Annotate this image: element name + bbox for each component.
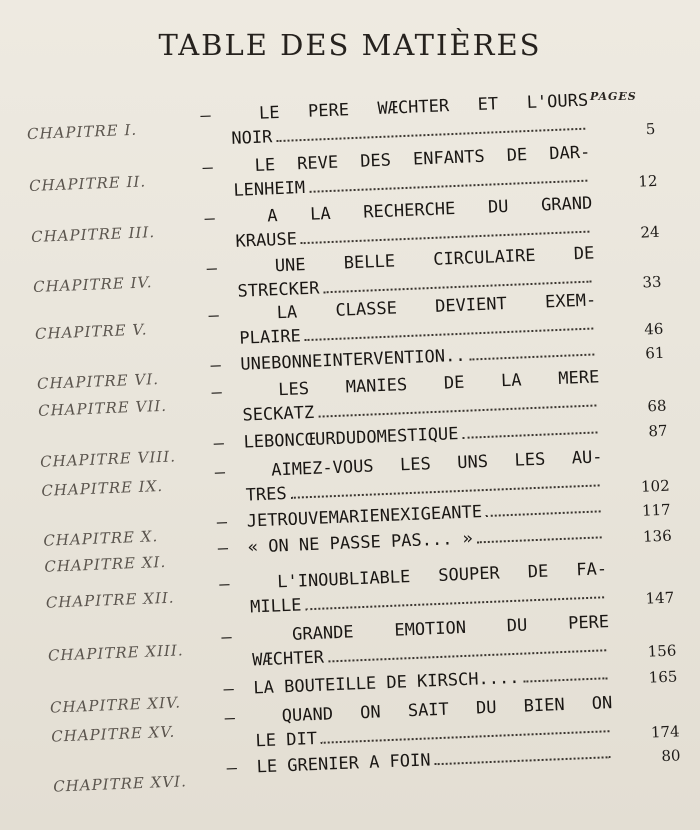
title-word: CIRCULAIRE — [432, 245, 536, 270]
page-number: 61 — [644, 343, 665, 363]
dot-leader — [318, 397, 596, 417]
title-word: TROUVE — [266, 508, 330, 531]
title-word: UNE — [274, 255, 306, 277]
title-word: WÆCHTER — [377, 96, 450, 120]
title-word: DES — [359, 150, 392, 172]
title-dash: — — [208, 305, 220, 326]
title-word: DE — [573, 243, 595, 265]
dot-leader — [486, 503, 601, 517]
title-word: MERE — [557, 367, 600, 389]
title-word: LE — [258, 102, 280, 124]
title-word: BELLE — [343, 251, 396, 274]
dot-leader — [462, 424, 597, 438]
title-word: SAIT — [407, 699, 450, 722]
title-word: AU- — [571, 447, 603, 469]
title-word: BIEN — [523, 695, 566, 717]
pages-column-label: PAGES — [590, 90, 637, 103]
title-word: LES — [514, 449, 546, 471]
page-title: TABLE DES MATIÈRES — [158, 28, 542, 62]
title-word: LA — [276, 302, 298, 324]
title-dash: — — [202, 157, 214, 179]
title-dash: — — [226, 758, 238, 779]
title-word: AIMEZ-VOUS — [270, 456, 374, 481]
page-number: 165 — [648, 667, 678, 687]
title-word: DE — [527, 561, 549, 583]
title-word: A — [266, 206, 278, 227]
chapter-number: CHAPITRE IX. — [41, 476, 164, 500]
title-word: LE — [254, 155, 276, 176]
title-word: MARIEN — [328, 505, 391, 529]
title-word: LA — [309, 203, 332, 225]
title-word: PERE — [567, 612, 610, 634]
title-word: DE — [506, 145, 528, 166]
title-word: NOIR — [231, 127, 273, 149]
title-word: JE — [246, 510, 268, 532]
title-word: GRAND — [540, 193, 593, 216]
dot-leader — [323, 274, 591, 294]
page-number: 156 — [647, 641, 677, 661]
title-word: CLASSE — [335, 298, 398, 321]
title-word: PERE — [307, 100, 350, 122]
dot-leader — [305, 321, 594, 342]
page-number: 102 — [640, 476, 671, 496]
chapter-number: CHAPITRE VII. — [37, 396, 168, 420]
page-number: 147 — [645, 588, 675, 608]
title-word: ON — [591, 693, 613, 714]
chapter-number: CHAPITRE XI. — [44, 552, 167, 576]
title-word: RECHERCHE — [362, 198, 456, 223]
dot-leader — [477, 529, 602, 543]
title-dash: — — [223, 679, 235, 700]
title-word: LE GRENIER A FOIN — [256, 750, 431, 778]
dot-leader — [469, 347, 594, 361]
title-word: DU — [487, 196, 509, 218]
title-word: DU — [506, 615, 528, 637]
chapter-number: CHAPITRE XVI. — [52, 772, 188, 796]
title-word: BONNE — [270, 351, 323, 374]
page-number: 87 — [648, 421, 668, 441]
page-number: 68 — [647, 396, 667, 416]
title-word: MILLE — [249, 595, 302, 618]
chapter-number: CHAPITRE II. — [28, 172, 147, 196]
title-dash: — — [218, 574, 230, 595]
title-word: EMOTION — [394, 617, 467, 641]
title-word: LA — [500, 370, 522, 392]
title-word: STRECKER — [237, 278, 320, 302]
title-dash: — — [224, 708, 236, 729]
title-word: .... — [478, 667, 520, 690]
title-word: EXEM- — [544, 290, 597, 313]
title-word: L'OURS — [526, 90, 589, 114]
page-number: 5 — [645, 119, 656, 139]
chapter-number: CHAPITRE XIV. — [49, 693, 182, 717]
title-dash: — — [217, 538, 229, 559]
toc-entry — [0, 87, 686, 149]
title-word: ENFANTS — [412, 146, 486, 170]
title-word: ET — [477, 94, 499, 115]
dot-leader — [309, 173, 587, 193]
page-number: 46 — [643, 319, 664, 339]
title-word: LES — [399, 454, 432, 476]
title-dash: — — [213, 433, 225, 454]
title-dash: — — [210, 355, 222, 376]
chapter-number: CHAPITRE V. — [34, 320, 148, 343]
title-word: LE DIT — [255, 728, 318, 752]
dot-leader — [328, 642, 606, 662]
chapter-number: CHAPITRE IV. — [32, 273, 153, 296]
title-word: DE — [443, 372, 465, 394]
title-word: DAR- — [548, 142, 591, 165]
title-dash: — — [214, 462, 226, 483]
title-word: DOMESTIQUE — [355, 424, 459, 449]
title-word: PLAIRE — [239, 326, 302, 349]
title-word: DU — [335, 428, 357, 449]
title-word: WÆCHTER — [251, 647, 325, 671]
title-word: CŒUR — [294, 428, 337, 451]
title-word: FA- — [575, 559, 608, 581]
title-dash: — — [211, 382, 223, 403]
page-number: 80 — [661, 746, 681, 766]
title-word: REVE — [296, 152, 339, 175]
title-word: TRES — [245, 483, 288, 506]
title-word: LA BOUTEILLE DE KIRSCH — [253, 669, 479, 699]
title-word: EXIGEANTE — [389, 502, 483, 526]
dot-leader — [321, 723, 610, 744]
title-word: SOUPER — [437, 563, 501, 586]
page-number: 174 — [650, 722, 680, 742]
title-word: .. — [444, 345, 466, 367]
dot-leader — [523, 670, 607, 682]
title-word: L'INOUBLIABLE — [276, 567, 411, 593]
chapter-number: CHAPITRE XIII. — [47, 641, 184, 665]
title-word: ON — [359, 702, 382, 724]
chapter-number: CHAPITRE VI. — [36, 370, 160, 393]
page-number: 33 — [642, 272, 662, 292]
page-number: 12 — [637, 171, 658, 191]
title-dash: — — [216, 512, 228, 533]
title-word: LE — [243, 431, 265, 453]
chapter-number: CHAPITRE XII. — [45, 588, 175, 612]
title-word: UNS — [456, 451, 489, 474]
dot-leader — [301, 224, 590, 245]
title-dash: — — [204, 208, 216, 230]
title-word: GRANDE — [291, 622, 354, 645]
chapter-number: CHAPITRE X. — [43, 527, 159, 550]
dot-leader — [434, 749, 610, 765]
page-number: 136 — [642, 526, 673, 546]
title-dash: — — [200, 105, 212, 127]
title-word: « ON NE PASSE PAS... » — [247, 528, 474, 558]
chapter-number: CHAPITRE I. — [26, 120, 138, 144]
page-number: 24 — [640, 222, 660, 242]
title-word: UNE — [240, 353, 272, 375]
title-word: DU — [475, 697, 497, 719]
title-word: MANIES — [345, 375, 408, 398]
chapter-number: CHAPITRE VIII. — [39, 447, 177, 471]
title-word: DEVIENT — [434, 294, 508, 317]
title-word: KRAUSE — [235, 229, 298, 252]
chapter-title — [219, 559, 609, 623]
title-dash: — — [221, 627, 233, 648]
title-word: BON — [263, 430, 296, 452]
chapter-number: CHAPITRE III. — [30, 223, 156, 247]
title-word: QUAND — [281, 704, 334, 727]
title-word: LES — [277, 379, 310, 401]
page-number: 117 — [641, 500, 672, 520]
title-word: SECKATZ — [242, 402, 315, 426]
title-word: INTERVENTION — [321, 346, 446, 372]
title-dash: — — [206, 258, 218, 280]
title-word: LENHEIM — [233, 178, 306, 201]
chapter-number: CHAPITRE XV. — [50, 722, 176, 746]
